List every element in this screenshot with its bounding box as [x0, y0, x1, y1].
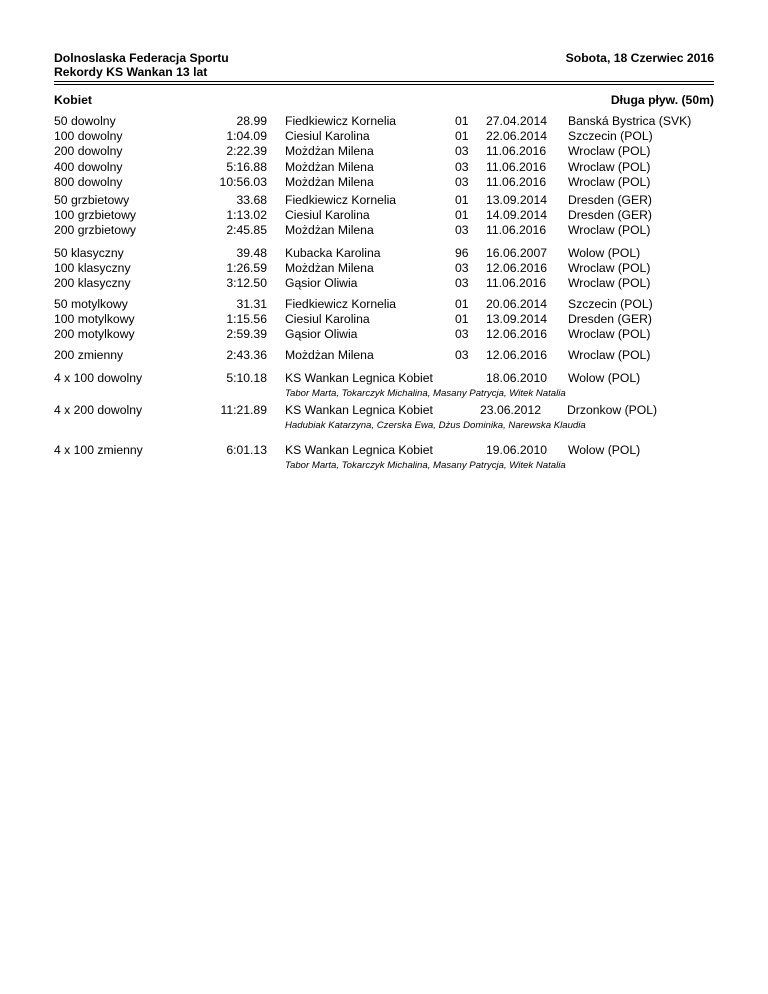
record-date: 11.06.2016: [486, 276, 547, 291]
record-name: Gąsior Oliwia: [285, 327, 358, 342]
record-place: Szczecin (POL): [568, 129, 653, 144]
record-event: 100 grzbietowy: [54, 208, 136, 223]
record-name: Możdżan Milena: [285, 348, 374, 362]
record-date: 20.06.2014: [486, 297, 547, 311]
record-yob: 01: [455, 297, 469, 311]
record-event: 200 grzbietowy: [54, 223, 136, 238]
relay-team: KS Wankan Legnica Kobiet: [285, 371, 433, 385]
record-name: Możdżan Milena: [285, 159, 374, 174]
record-place: Wroclaw (POL): [568, 327, 651, 342]
record-place: Wroclaw (POL): [568, 261, 651, 276]
record-event: 50 motylkowy: [54, 297, 128, 311]
record-event: 50 dowolny: [54, 114, 116, 128]
record-name: Możdżan Milena: [285, 223, 374, 238]
record-place: Banská Bystrica (SVK): [568, 114, 692, 128]
relay-time: 6:01.13: [226, 443, 267, 457]
record-date: 11.06.2016: [486, 159, 547, 174]
record-yob: 03: [455, 174, 469, 189]
record-name: Możdżan Milena: [285, 144, 374, 159]
record-yob: 03: [455, 261, 469, 276]
record-name: Gąsior Oliwia: [285, 276, 358, 291]
record-date: 11.06.2016: [486, 223, 547, 238]
pool-heading: Długa pływ. (50m): [610, 93, 714, 107]
record-time: 1:04.09: [226, 129, 267, 144]
record-event: 50 klasyczny: [54, 246, 124, 260]
record-date: 27.04.2014: [486, 114, 547, 128]
record-place: Dresden (GER): [568, 312, 652, 327]
record-place: Wolow (POL): [568, 246, 641, 260]
record-time: 10:56.03: [219, 174, 267, 189]
record-name: Fiedkiewicz Kornelia: [285, 297, 397, 311]
records-subtitle: Rekordy KS Wankan 13 lat: [54, 65, 208, 79]
relay-place: Drzonkow (POL): [567, 403, 658, 417]
relay-event: 4 x 200 dowolny: [54, 403, 143, 417]
record-date: 12.06.2016: [486, 348, 547, 362]
record-place: Wroclaw (POL): [568, 276, 651, 291]
header-rule-bottom: [54, 84, 714, 85]
record-time: 2:22.39: [226, 144, 267, 159]
record-time: 1:15.56: [226, 312, 267, 327]
record-name: Kubacka Karolina: [285, 246, 381, 260]
relay-swimmers: Tabor Marta, Tokarczyk Michalina, Masany Patrycja, Witek Natalia: [285, 460, 566, 471]
relay-place: Wolow (POL): [568, 371, 641, 385]
relay-date: 18.06.2010: [486, 371, 547, 385]
relay-place: Wolow (POL): [568, 443, 641, 457]
record-place: Szczecin (POL): [568, 297, 653, 311]
record-yob: 01: [455, 312, 469, 327]
record-event: 400 dowolny: [54, 159, 123, 174]
record-place: Dresden (GER): [568, 208, 652, 223]
record-name: Ciesiul Karolina: [285, 208, 370, 223]
record-event: 200 motylkowy: [54, 327, 135, 342]
record-name: Ciesiul Karolina: [285, 129, 370, 144]
relay-team: KS Wankan Legnica Kobiet: [285, 443, 433, 457]
relay-time: 5:10.18: [226, 371, 267, 385]
record-name: Fiedkiewicz Kornelia: [285, 193, 397, 207]
record-name: Możdżan Milena: [285, 261, 374, 276]
record-yob: 96: [455, 246, 469, 260]
record-date: 11.06.2016: [486, 174, 547, 189]
record-yob: 03: [455, 348, 469, 362]
record-time: 1:13.02: [226, 208, 267, 223]
record-place: Wroclaw (POL): [568, 348, 651, 362]
record-place: Wroclaw (POL): [568, 174, 651, 189]
record-event: 100 dowolny: [54, 129, 123, 144]
record-event: 200 zmienny: [54, 348, 124, 362]
record-time: 33.68: [236, 193, 267, 207]
relay-event: 4 x 100 zmienny: [54, 443, 143, 457]
record-time: 3:12.50: [226, 276, 267, 291]
record-event: 200 klasyczny: [54, 276, 131, 291]
record-date: 13.09.2014: [486, 193, 547, 207]
relay-date: 23.06.2012: [480, 403, 541, 417]
record-yob: 01: [455, 129, 469, 144]
record-yob: 03: [455, 223, 469, 238]
record-yob: 03: [455, 276, 469, 291]
record-date: 14.09.2014: [486, 208, 547, 223]
record-date: 12.06.2016: [486, 261, 547, 276]
record-yob: 01: [455, 208, 469, 223]
record-time: 2:45.85: [226, 223, 267, 238]
record-yob: 01: [455, 193, 469, 207]
record-name: Fiedkiewicz Kornelia: [285, 114, 397, 128]
record-yob: 03: [455, 159, 469, 174]
relay-team: KS Wankan Legnica Kobiet: [285, 403, 433, 417]
record-name: Ciesiul Karolina: [285, 312, 370, 327]
record-date: 11.06.2016: [486, 144, 547, 159]
record-time: 31.31: [236, 297, 267, 311]
record-time: 2:43.36: [226, 348, 267, 362]
header-rule-top: [54, 81, 714, 82]
relay-time: 11:21.89: [220, 403, 267, 417]
record-date: 12.06.2016: [486, 327, 547, 342]
record-date: 22.06.2014: [486, 129, 547, 144]
record-name: Możdżan Milena: [285, 174, 374, 189]
record-event: 100 klasyczny: [54, 261, 131, 276]
record-time: 39.48: [236, 246, 267, 260]
relay-swimmers: Tabor Marta, Tokarczyk Michalina, Masany Patrycja, Witek Natalia: [285, 388, 566, 399]
record-place: Wroclaw (POL): [568, 223, 651, 238]
record-yob: 01: [455, 114, 469, 128]
gender-heading: Kobiet: [54, 93, 92, 107]
relay-swimmers: Hadubiak Katarzyna, Czerska Ewa, Dżus Dominika, Narewska Klaudia: [285, 420, 586, 431]
record-time: 2:59.39: [226, 327, 267, 342]
record-place: Dresden (GER): [568, 193, 652, 207]
record-event: 800 dowolny: [54, 174, 123, 189]
record-time: 5:16.88: [226, 159, 267, 174]
relay-event: 4 x 100 dowolny: [54, 371, 143, 385]
record-time: 28.99: [236, 114, 267, 128]
record-yob: 03: [455, 144, 469, 159]
record-place: Wroclaw (POL): [568, 159, 651, 174]
record-date: 16.06.2007: [486, 246, 547, 260]
record-event: 50 grzbietowy: [54, 193, 130, 207]
record-place: Wroclaw (POL): [568, 144, 651, 159]
report-date: Sobota, 18 Czerwiec 2016: [565, 51, 714, 65]
relay-date: 19.06.2010: [486, 443, 547, 457]
record-event: 200 dowolny: [54, 144, 123, 159]
record-date: 13.09.2014: [486, 312, 547, 327]
record-event: 100 motylkowy: [54, 312, 135, 327]
record-yob: 03: [455, 327, 469, 342]
record-time: 1:26.59: [226, 261, 267, 276]
org-name: Dolnoslaska Federacja Sportu: [54, 51, 229, 65]
